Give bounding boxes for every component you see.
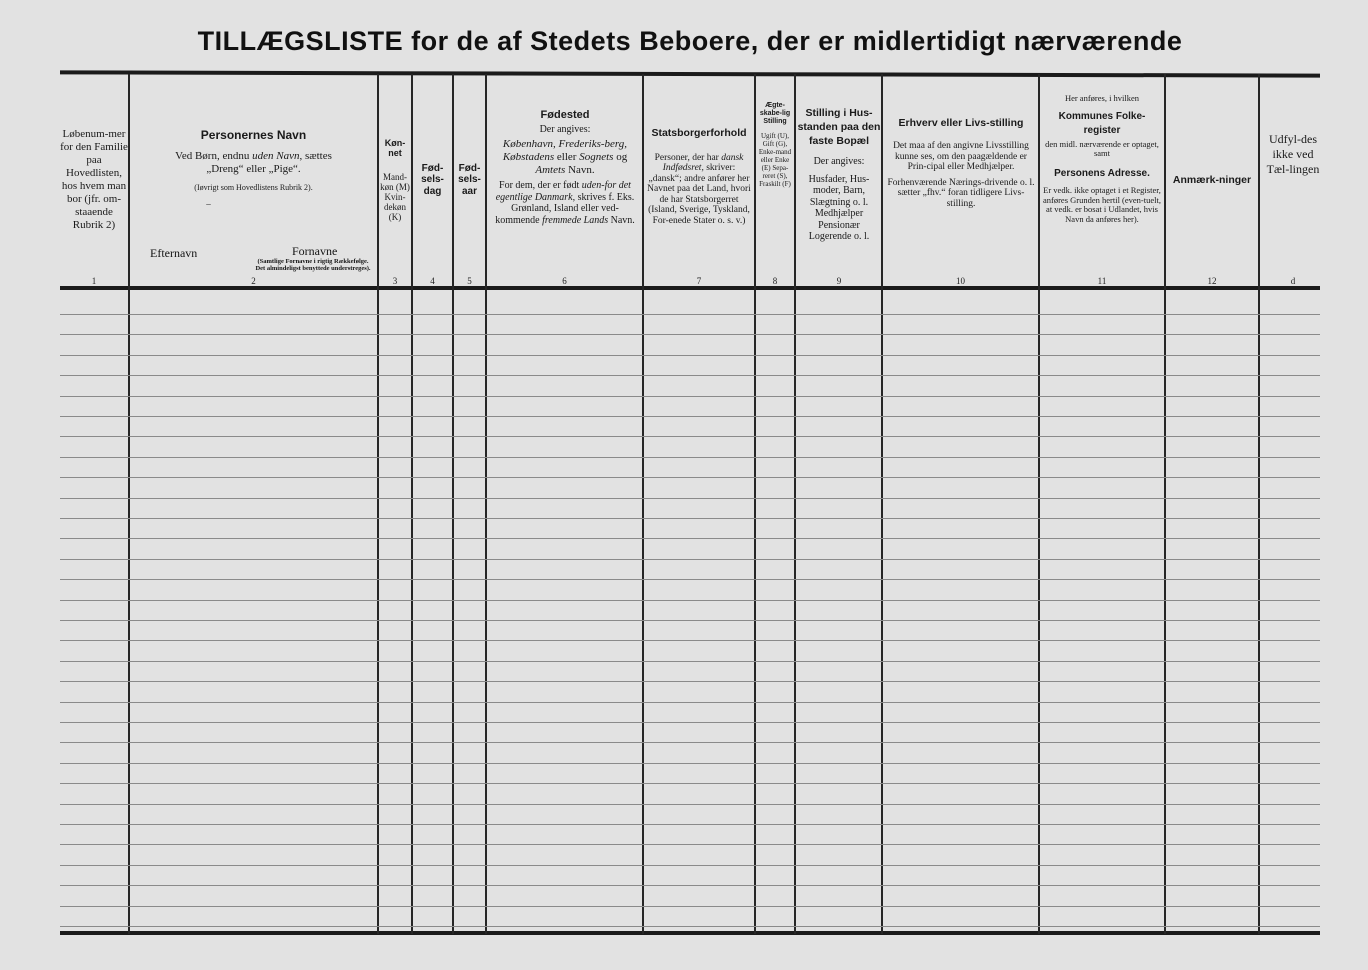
citizenship-text — [646, 153, 752, 227]
register-mid: den midl. nærværende er optaget, samt — [1045, 138, 1159, 158]
column-header-occupation — [886, 80, 1036, 280]
column-number: 6 — [562, 276, 567, 286]
birthplace-part: og — [613, 151, 628, 163]
marital-heading: Ægte-skabe-lig Stilling — [759, 102, 791, 125]
birthplace-heading: Fødested — [540, 109, 590, 121]
column-header-official-use — [1262, 80, 1324, 280]
column-divider — [485, 74, 487, 934]
marital-text: Ugift (U), Gift (G), Enke-mand eller Enke (E) Sepa-reret (S), Fraskilt (F) — [758, 132, 792, 188]
column-number: 2 — [251, 276, 256, 286]
column-number: 9 — [836, 276, 842, 286]
entry-row-line — [60, 906, 1320, 907]
entry-row-line — [60, 640, 1320, 641]
entry-row-line — [60, 783, 1320, 784]
column-header-family-number — [60, 80, 128, 280]
entry-row-line — [60, 559, 1320, 560]
column-header-citizenship — [646, 80, 752, 280]
names-instruction-part: Ved Børn, endnu — [175, 149, 253, 162]
column-divider — [642, 74, 644, 934]
top-rule — [60, 70, 1320, 77]
entry-row-line — [60, 457, 1320, 458]
register-note: Er vedk. ikke optaget i et Register, anføres Grunden hertil (even-tuelt, at vedk. er bosat i Udlandet, hvis Navn da anføres her). — [1042, 185, 1161, 224]
entry-row-line — [60, 314, 1320, 315]
birth-year-heading: Fød-sels-aar — [458, 162, 481, 197]
entry-row-line — [60, 579, 1320, 580]
birthplace-italic: Sognets — [579, 151, 614, 163]
household-text: Husfader, Hus-moder, Barn, Slægtning o. l. Medhjælper Pensionær Logerende o. l. — [808, 173, 870, 242]
column-number: 8 — [772, 276, 778, 286]
birthplace-instructions — [490, 138, 640, 177]
birthplace-sub: Der angives: — [539, 123, 591, 135]
column-number: 10 — [956, 276, 965, 286]
names-instruction-line2: „Dreng“ eller „Pige“. — [206, 162, 301, 175]
citizenship-part: skriver: „dansk“; andre anfører her Navnet paa det Land, hvori de har Statsborgerret (Island, Sverige, Tyskland, For-enede Stater o. s. v.) — [647, 163, 751, 226]
entry-row-line — [60, 722, 1320, 723]
remarks-heading: Anmærk-ninger — [1172, 174, 1252, 186]
column-number: 12 — [1207, 276, 1217, 286]
column-number: d — [1290, 276, 1296, 286]
entry-row-line — [60, 518, 1320, 519]
entry-row-line — [60, 620, 1320, 621]
column-header-marital-status — [756, 80, 794, 280]
entry-row-line — [60, 477, 1320, 478]
surname-label: Efternavn — [150, 246, 198, 260]
column-divider — [1258, 74, 1260, 934]
official-use-text: Udfyl-des ikke ved Tæl-lingen — [1266, 132, 1320, 176]
birthplace-italic: uden-for det egentlige Danmark, — [495, 180, 631, 203]
column-1-text: Løbenum-mer for den Familie paa Hovedlisten, hos hvem man bor (jfr. om-staaende Rubrik 2) — [60, 128, 128, 231]
entry-row-line — [60, 824, 1320, 825]
birthday-heading: Fød-sels-dag — [421, 162, 444, 197]
names-dash: – — [206, 199, 211, 209]
birthplace-part: For dem, der er født — [499, 180, 582, 191]
bottom-rule — [60, 931, 1320, 935]
entry-row-line — [60, 926, 1320, 927]
entry-row-line — [60, 355, 1320, 356]
household-sub: Der angives: — [813, 156, 865, 167]
names-instruction — [175, 150, 332, 163]
column-header-remarks — [1166, 80, 1258, 280]
citizenship-heading: Statsborgerforhold — [651, 127, 747, 139]
entry-row-line — [60, 661, 1320, 662]
entry-row-line — [60, 334, 1320, 335]
occupation-p1: Det maa af den angivne Livsstilling kunne ses, om den paagældende er Prin-cipal eller Medhjælper. — [893, 141, 1029, 172]
register-heading: Kommunes Folke-register — [1058, 110, 1146, 136]
entry-row-line — [60, 396, 1320, 397]
entry-row-line — [60, 436, 1320, 437]
header-rule — [60, 286, 1320, 290]
occupation-p2: Forhenværende Nærings-drivende o. l. sætter „fhv.“ foran tidligere Livs-stilling. — [887, 177, 1035, 209]
column-divider — [1038, 74, 1040, 934]
entry-row-line — [60, 844, 1320, 845]
birthplace-part: skrives f. Eks. Grønland, Island eller ved-kommende — [495, 191, 635, 226]
column-header-birthday — [413, 80, 452, 280]
birthplace-part: Navn. — [565, 164, 595, 176]
column-number: 11 — [1097, 276, 1107, 286]
names-instruction-part: , sættes — [299, 149, 332, 162]
column-header-household-position — [797, 80, 881, 280]
household-heading: Stilling i Hus-standen paa den faste Bopæl — [797, 107, 881, 147]
column-number: 7 — [696, 276, 702, 286]
birthplace-italic: Amtets — [535, 164, 566, 176]
entry-row-line — [60, 763, 1320, 764]
entry-row-line — [60, 416, 1320, 417]
column-number: 1 — [91, 276, 97, 286]
column-header-birth-year — [454, 80, 485, 280]
register-top: Her anføres, i hvilken — [1064, 93, 1140, 103]
entry-row-line — [60, 742, 1320, 743]
birthplace-part: eller — [554, 151, 580, 163]
sex-heading: Køn-net — [384, 138, 406, 158]
column-number: 3 — [392, 276, 398, 286]
entry-row-line — [60, 600, 1320, 601]
entry-row-line — [60, 865, 1320, 866]
address-heading: Personens Adresse. — [1054, 167, 1150, 179]
column-header-birthplace — [490, 80, 640, 280]
names-instruction-italic: uden Navn — [252, 149, 300, 162]
entry-row-line — [60, 375, 1320, 376]
first-names-note: (Samtlige Fornavne i rigtig Rækkefølge. Det almindeligst benyttede understreges). — [255, 258, 371, 272]
entry-row-line — [60, 702, 1320, 703]
entry-row-line — [60, 804, 1320, 805]
birthplace-part: Navn. — [608, 214, 635, 226]
birthplace-italic: København, Frederiks-berg, Købstadens — [502, 138, 628, 163]
occupation-heading: Erhverv eller Livs-stilling — [898, 117, 1024, 129]
names-note: (Iøvrigt som Hovedlistens Rubrik 2). — [194, 182, 313, 192]
entry-row-line — [60, 538, 1320, 539]
column-divider — [881, 74, 883, 934]
column-divider — [794, 74, 796, 934]
entry-row-line — [60, 681, 1320, 682]
citizenship-part: Personer, der har — [654, 152, 722, 163]
birthplace-abroad — [490, 180, 640, 226]
birthplace-italic: fremmede Lands — [542, 214, 609, 226]
column-number: 4 — [430, 276, 435, 286]
column-header-sex — [379, 80, 411, 280]
sex-text: Mand-køn (M) Kvin-dekøn (K) — [380, 172, 410, 222]
first-names-label: Fornavne — [292, 244, 338, 258]
form-title: TILLÆGSLISTE for de af Stedets Beboere, der er midlertidigt nærværende — [197, 26, 1183, 56]
column-header-register-address — [1042, 80, 1162, 280]
citizenship-italic: dansk Indfødsret, — [662, 152, 744, 173]
column-number: 5 — [467, 276, 472, 286]
entry-row-line — [60, 498, 1320, 499]
names-heading: Personernes Navn — [200, 128, 307, 142]
entry-row-line — [60, 885, 1320, 886]
